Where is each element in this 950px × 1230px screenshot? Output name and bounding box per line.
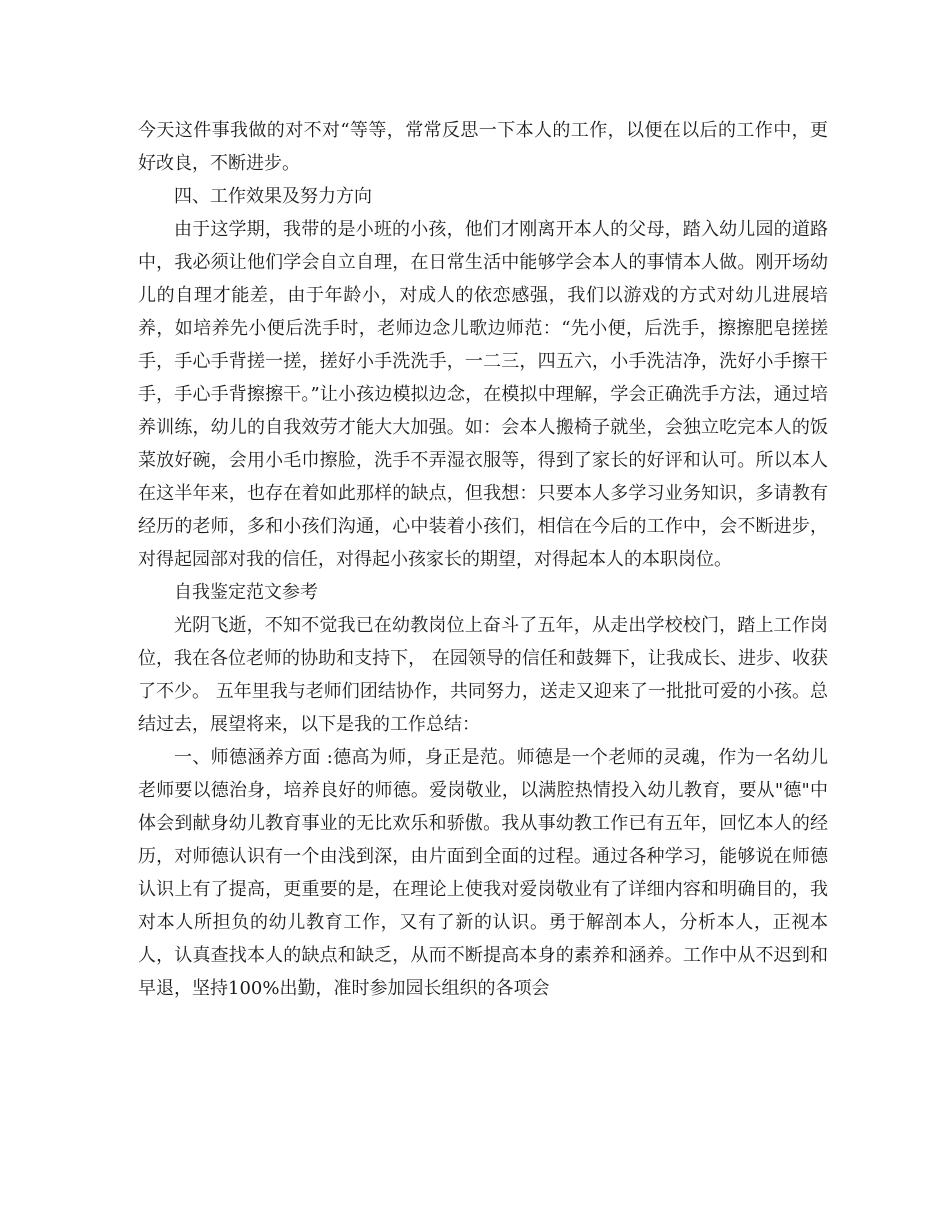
section-heading-4: 四、工作效果及努力方向: [174, 186, 372, 207]
paragraph-3: 光阴飞逝，不知不觉我已在幼教岗位上奋斗了五年，从走出学校校门，踏上工作岗位，我在各位老师的协助和支持下， 在园领导的信任和鼓舞下，让我成长、进步、收获了不少。 五年里我与老师们团结协作，共同努力，送走又迎来了一批批可爱的小孩。总结过去，展望将来，以下是我的工作总结：: [138, 615, 828, 735]
section-heading-self-assessment: 自我鉴定范文参考: [174, 582, 318, 603]
paragraph-1: 今天这件事我做的对不对“等等，常常反思一下本人的工作，以便在以后的工作中，更好改良，不断进步。: [138, 120, 828, 174]
paragraph-4: 一、师德涵养方面 :德高为师，身正是范。师德是一个老师的灵魂，作为一名幼儿老师要以德治身，培养良好的师德。爱岗敬业，以满腔热情投入幼儿教育，要从"德"中体会到献身幼儿教育事业的无比欢乐和骄傲。我从事幼教工作已有五年，回忆本人的经历，对师德认识有一个由浅到深，由片面到全面的过程。通过各种学习，能够说在师德认识上有了提高，更重要的是，在理论上使我对爱岗敬业有了详细内容和明确目的，我对本人所担负的幼儿教育工作，又有了新的认识。勇于解剖本人，分析本人，正视本人，认真查找本人的缺点和缺乏，从而不断提高本身的素养和涵养。工作中从不迟到和早退，坚持100%出勤，准时参加园长组织的各项会: [138, 747, 828, 999]
paragraph-2: 由于这学期，我带的是小班的小孩，他们才刚离开本人的父母，踏入幼儿园的道路中，我必须让他们学会自立自理，在日常生活中能够学会本人的事情本人做。刚开场幼儿的自理才能差，由于年龄小，对成人的依恋感强，我们以游戏的方式对幼儿进展培养，如培养先小便后洗手时，老师边念儿歌边师范：“先小便，后洗手，擦擦肥皂搓搓手，手心手背搓一搓，搓好小手洗洗手，一二三，四五六，小手洗洁净，洗好小手擦干手，手心手背擦擦干。”让小孩边模拟边念，在模拟中理解，学会正确洗手方法，通过培养训练，幼儿的自我效劳才能大大加强。如：会本人搬椅子就坐，会独立吃完本人的饭菜放好碗，会用小毛巾擦脸，洗手不弄湿衣服等，得到了家长的好评和认可。所以本人在这半年来，也存在着如此那样的缺点，但我想：只要本人多学习业务知识，多请教有经历的老师，多和小孩们沟通，心中装着小孩们，相信在今后的工作中，会不断进步，对得起园部对我的信任，对得起小孩家长的期望，对得起本人的本职岗位。: [138, 219, 828, 570]
document-body: [138, 114, 828, 1005]
